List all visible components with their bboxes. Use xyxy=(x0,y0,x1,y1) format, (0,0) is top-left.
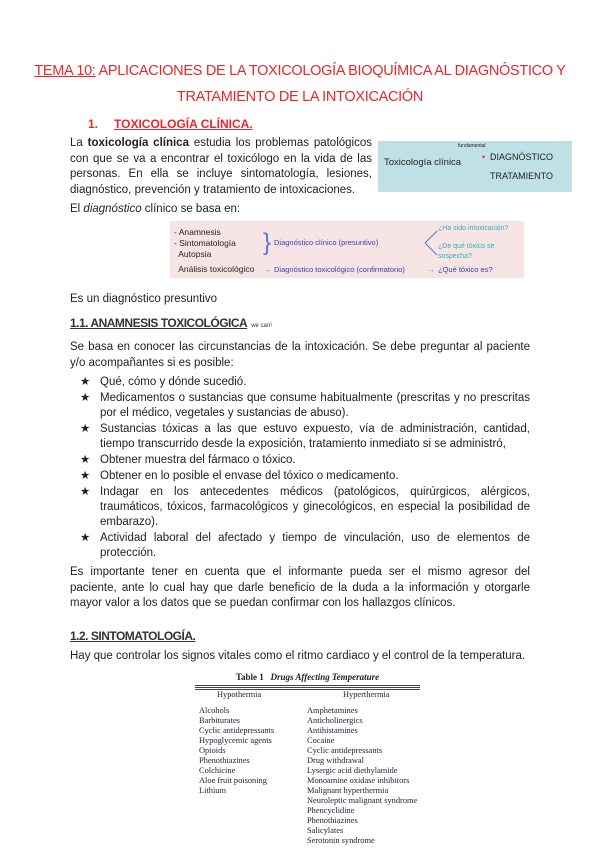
table-cell: Lithium xyxy=(199,785,226,795)
table-caption xyxy=(195,672,420,682)
arrow-icon: → xyxy=(427,264,435,274)
table-cell: Antihistamines xyxy=(307,725,358,735)
item-text: Sustancias tóxicas a las que estuvo expuesto, vía de administración, cantidad, tiempo transcurrido desde la exposición, tratamiento inmediato si se administró, xyxy=(100,423,530,450)
diagram-item: - Sintomatología xyxy=(174,237,236,248)
closing-paragraph: Es importante tener en cuenta que el informante pueda ser el mismo agresor del paciente, ante lo cual hay que darle beneficio de la duda a la información y otorgarle mayor valor a los datos que se puedan confirmar con los hallazgos clínicos. xyxy=(70,566,530,609)
diagnosis-intro xyxy=(70,202,530,217)
star-bullet-icon: ★ xyxy=(80,532,91,544)
caption-text: Drugs Affecting Temperature xyxy=(270,671,380,682)
section-heading-1-2 xyxy=(70,628,530,644)
star-bullet-icon: ★ xyxy=(80,454,91,466)
box-item-diagnostico: DIAGNÓSTICO xyxy=(490,152,554,162)
bold-term: toxicología clínica xyxy=(87,137,189,149)
diagram-item: Análisis toxicológico xyxy=(174,264,255,274)
text: estudia los problemas patológicos con que se va a encontrar el toxicólogo en la vida de las personas. En ella se incluye sintomatología, lesiones, diagnóstico, prevención y tratamiento de intoxicaciones. xyxy=(70,137,372,196)
item-text: Qué, cómo y dónde sucedió. xyxy=(100,376,247,388)
box-note: fundamental xyxy=(458,143,486,149)
clinical-diagnosis: Diagnóstico clínico (presuntivo) xyxy=(274,238,379,247)
table-cell: Opioids xyxy=(199,745,226,755)
section-label: TOXICOLOGÍA CLÍNICA. xyxy=(114,117,253,131)
diagram-items xyxy=(174,227,260,260)
title-prefix: TEMA 10: xyxy=(34,63,96,79)
list-item xyxy=(70,469,530,484)
star-bullet-icon: ★ xyxy=(80,376,91,388)
star-bullet-icon: ★ xyxy=(80,470,91,482)
question-1: ¿Ha sido intoxicación? xyxy=(438,225,509,232)
page-title xyxy=(20,0,580,110)
table-cell: Phenothiazines xyxy=(307,815,358,825)
heading-note: we can! xyxy=(251,323,272,329)
hypothermia-column xyxy=(199,706,274,796)
drugs-temperature-table xyxy=(195,672,420,862)
arrow-icon: → xyxy=(263,264,271,274)
anamnesis-list xyxy=(70,375,530,561)
section-number: 1. xyxy=(88,117,99,131)
clinical-toxicology-figure xyxy=(378,141,572,192)
text: La xyxy=(70,137,88,149)
column-header: Hyperthermia xyxy=(343,689,390,699)
item-text: Medicamentos o sustancias que consume habitualmente (prescritas y no prescritas por el médico, vegetales y sustancias de abuso). xyxy=(100,392,530,419)
column-header: Hypothermia xyxy=(217,689,262,699)
diagram-row xyxy=(174,264,520,275)
intro-row xyxy=(70,136,572,198)
symptoms-text: Hay que controlar los signos vitales como el ritmo cardiaco y el control de la temperatura. xyxy=(70,649,526,662)
diagram-row xyxy=(174,224,520,262)
list-item xyxy=(70,485,530,530)
caption-number: Table 1 xyxy=(235,671,264,682)
anamnesis-intro: Se basa en conocer las circunstancias de la intoxicación. Se debe preguntar al paciente y/o acompañantes si es posible: xyxy=(70,341,530,369)
table-cell: Malignant hyperthermia xyxy=(307,785,389,795)
table-cell: Cocaine xyxy=(307,735,335,745)
item-text: Obtener en lo posible el envase del tóxico o medicamento. xyxy=(100,470,399,482)
table-cell: Salicylates xyxy=(307,825,344,835)
table-cell: Colchicine xyxy=(199,765,236,775)
table-cell: Phenothiazines xyxy=(199,755,250,765)
list-item xyxy=(70,375,530,390)
item-text: Actividad laboral del afectado y tiempo de vinculación, uso de elementos de protección. xyxy=(100,532,530,559)
hyperthermia-column xyxy=(307,706,417,846)
table-cell: Aloe fruit poisoning xyxy=(199,775,267,785)
list-item xyxy=(70,391,530,421)
list-item xyxy=(70,422,530,452)
toxicological-diagnosis: Diagnóstico toxicológico (confirmatorio) xyxy=(274,264,405,274)
emph: diagnóstico xyxy=(83,203,142,215)
table-cell: Amphetamines xyxy=(307,705,358,715)
star-bullet-icon: ★ xyxy=(80,423,91,435)
questions xyxy=(438,224,518,262)
title-line1: APLICACIONES DE LA TOXICOLOGÍA BIOQUÍMICA AL DIAGNÓSTICO Y xyxy=(98,63,566,79)
table-cell: Anticholinergics xyxy=(307,715,363,725)
box-item-tratamiento: TRATAMIENTO xyxy=(490,171,553,181)
list-item xyxy=(70,531,530,561)
question-2: ¿De qué tóxico se sospecha? xyxy=(438,243,495,260)
item-text: Obtener muestra del fármaco o tóxico. xyxy=(100,454,296,466)
heading-label: 1.2. SINTOMATOLOGÍA. xyxy=(70,628,196,643)
table-cell: Cyclic antidepressants xyxy=(199,725,275,735)
question-3: ¿Qué tóxico es? xyxy=(438,264,493,274)
table-cell: Neuroleptic malignant syndrome xyxy=(307,795,418,805)
list-item xyxy=(70,453,530,468)
section-heading-1 xyxy=(88,116,530,132)
intro-paragraph xyxy=(70,136,372,198)
table-cell: Alcohols xyxy=(199,705,230,715)
table-cell: Monoamine oxidase inhibitors xyxy=(307,775,410,785)
table-cell: Hypoglycemic agents xyxy=(199,735,272,745)
diagram-item: Autopsia xyxy=(174,248,212,259)
table-cell: Phencyclidine xyxy=(307,805,355,815)
section-heading-1-1 xyxy=(70,315,530,334)
table-cell: Serotonin syndrome xyxy=(307,835,375,845)
table-cell: Barbiturates xyxy=(199,715,240,725)
text: clínico se basa en: xyxy=(141,203,241,215)
document-body xyxy=(0,116,554,862)
item-text: Indagar en los antecedentes médicos (patológicos, quirúrgicos, alérgicos, traumáticos, tóxicos, farmacológicos y ginecológicos, en especial la posibilidad de embarazo). xyxy=(100,486,530,528)
table-cell: Drug withdrawal xyxy=(307,755,364,765)
branch-arrows-icon xyxy=(424,228,438,258)
star-bullet-icon: ★ xyxy=(80,486,91,498)
diagnosis-diagram xyxy=(170,221,524,278)
title-line2: TRATAMIENTO DE LA INTOXICACIÓN xyxy=(176,89,424,105)
arrow-icon: • xyxy=(482,152,486,162)
table-cell: Lysergic acid diethylamide xyxy=(307,765,398,775)
heading-label: 1.1. ANAMNESIS TOXICOLÓGICA xyxy=(70,316,248,330)
diagram-item: - Anamnesis xyxy=(174,226,221,237)
title-line1-wrap xyxy=(20,58,580,84)
bracket-icon: } xyxy=(262,229,271,256)
box-left-label: Toxicología clínica xyxy=(384,157,462,168)
star-bullet-icon: ★ xyxy=(80,392,91,404)
text: El xyxy=(70,203,84,215)
table-cell: Cyclic antidepressants xyxy=(307,745,383,755)
presumptive-note: Es un diagnóstico presuntivo xyxy=(70,293,218,305)
